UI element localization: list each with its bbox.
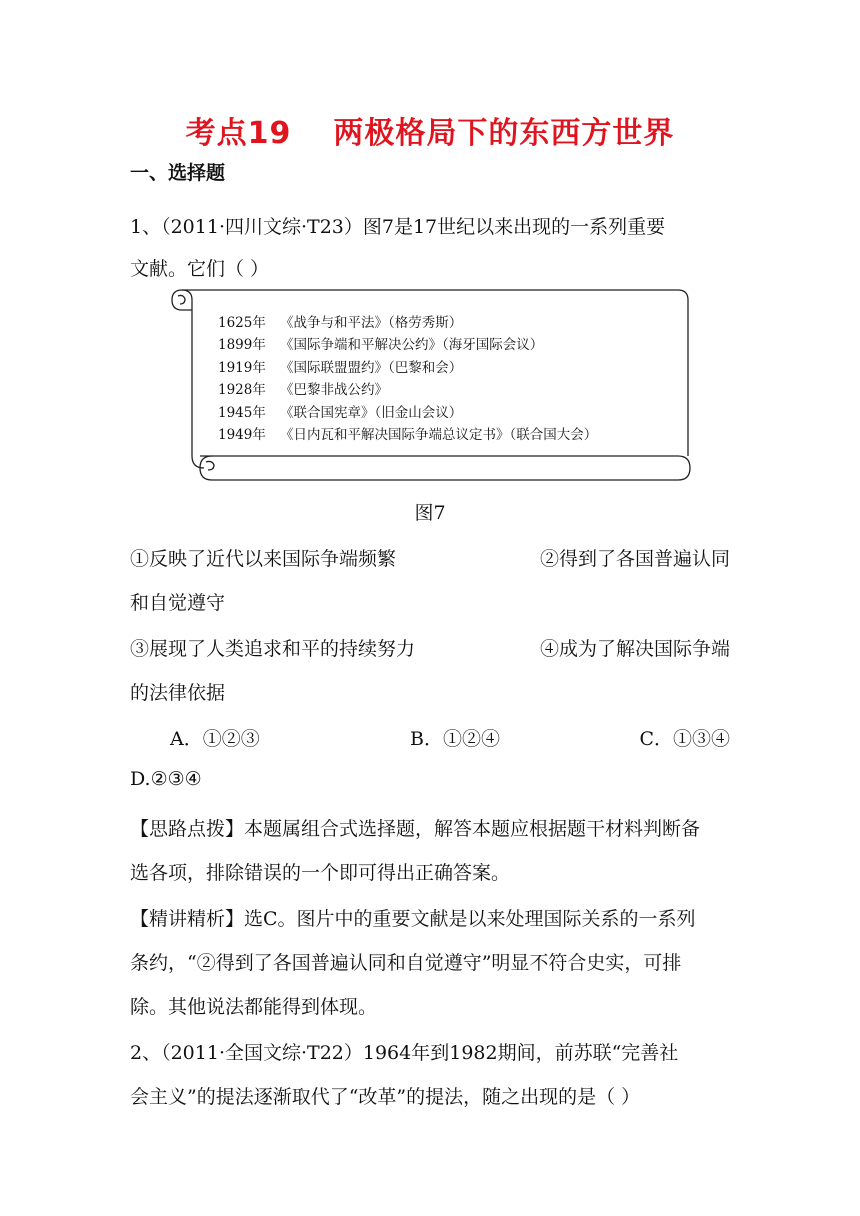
option-2: ②得到了各国普遍认同 xyxy=(539,548,730,570)
hint-line1: 【思路点拨】本题属组合式选择题，解答本题应根据题干材料判断备 xyxy=(130,818,701,840)
option-4: ④成为了解决国际争端 xyxy=(539,638,730,660)
scroll-figure xyxy=(170,286,694,486)
figure-caption: 图7 xyxy=(414,502,446,524)
hint-line2: 选各项，排除错误的一个即可得出正确答案。 xyxy=(130,862,511,884)
document-row: 1945年 《联合国宪章》（旧金山会议） xyxy=(218,404,463,421)
choice-c: C．①③④ xyxy=(639,728,730,750)
document-list xyxy=(218,312,597,446)
analysis-line3: 除。其他说法都能得到体现。 xyxy=(130,996,378,1018)
choice-b: B．①②④ xyxy=(410,728,500,750)
option-1: ①反映了近代以来国际争端频繁 xyxy=(130,548,397,570)
option-4-cont: 的法律依据 xyxy=(130,682,226,704)
document-row: 1928年 《巴黎非战公约》 xyxy=(218,382,388,399)
option-2-cont: 和自觉遵守 xyxy=(130,592,226,614)
page-title: 考点19 两极格局下的东西方世界 xyxy=(185,116,675,151)
q1-stem-line2: 文献。它们（ ） xyxy=(130,258,270,280)
document-row: 1949年 《日内瓦和平解决国际争端总议定书》（联合国大会） xyxy=(218,427,598,444)
q1-stem-line1: 1、（2011·四川文综·T23）图7是17世纪以来出现的一系列重要 xyxy=(130,216,666,238)
choice-a: A．①②③ xyxy=(170,728,260,750)
analysis-line2: 条约，“②得到了各国普遍认同和自觉遵守”明显不符合史实，可排 xyxy=(130,952,682,974)
q2-stem-line2: 会主义”的提法逐渐取代了“改革”的提法，随之出现的是（ ） xyxy=(130,1086,641,1108)
document-row: 1899年 《国际争端和平解决公约》（海牙国际会议） xyxy=(218,337,544,354)
document-row: 1625年 《战争与和平法》（格劳秀斯） xyxy=(218,315,463,331)
document-row: 1919年 《国际联盟盟约》（巴黎和会） xyxy=(218,359,463,376)
analysis-line1: 【精讲精析】选C。图片中的重要文献是以来处理国际关系的一系列 xyxy=(130,908,696,930)
choice-d: D.②③④ xyxy=(130,768,202,790)
option-3: ③展现了人类追求和平的持续努力 xyxy=(130,638,416,660)
q2-stem-line1: 2、（2011·全国文综·T22）1964年到1982期间，前苏联“完善社 xyxy=(130,1042,679,1064)
section-heading: 一、选择题 xyxy=(130,162,226,184)
